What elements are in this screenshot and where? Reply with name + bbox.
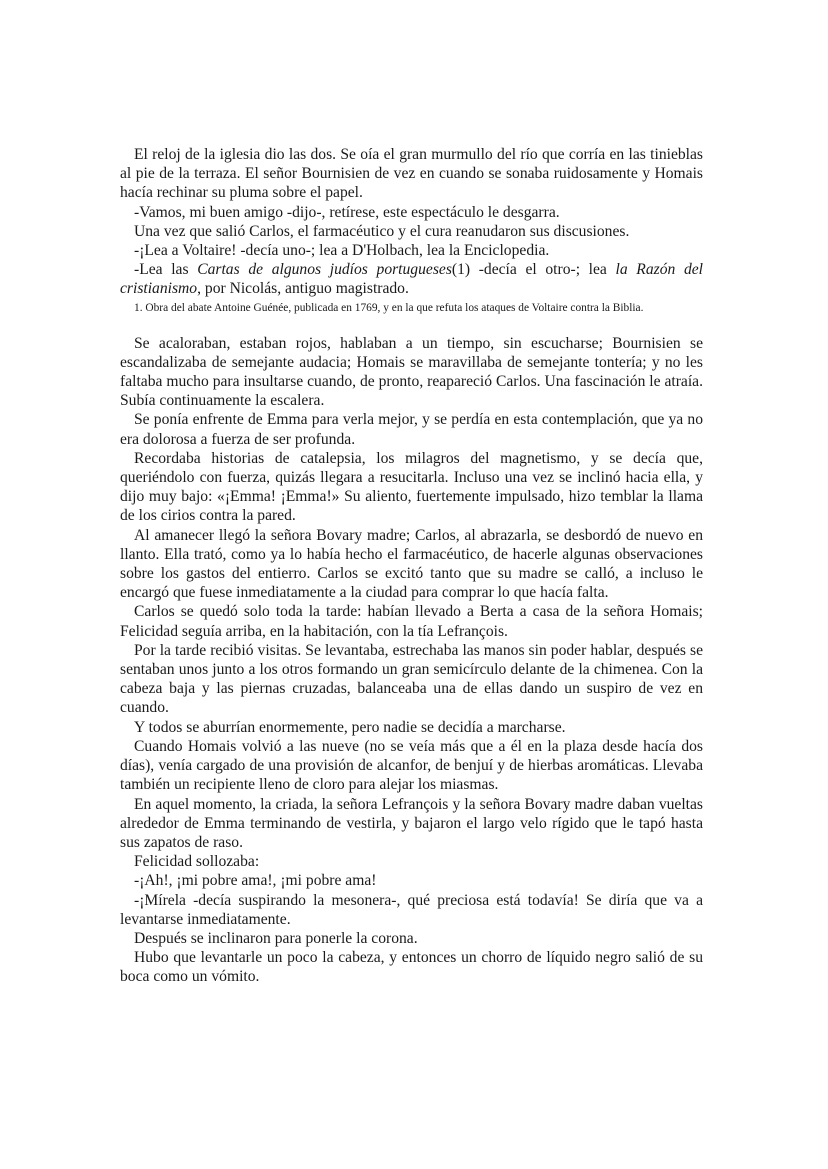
book-title: Cartas de algunos judíos portugueses xyxy=(197,261,452,279)
paragraph: Después se inclinaron para ponerle la corona. xyxy=(134,929,418,947)
paragraph: -¡Ah!, ¡mi pobre ama!, ¡mi pobre ama! xyxy=(134,872,377,890)
paragraph: Una vez que salió Carlos, el farmacéutico y el cura reanudaron sus discusiones. xyxy=(134,222,630,240)
paragraph: En aquel momento, la criada, la señora Lefrançois y la señora Bovary madre daban vueltas alrededor de Emma terminando de vestirla, y bajaron el largo velo rígido que le tapó hasta sus zapatos de raso. xyxy=(120,795,703,851)
paragraph: Por la tarde recibió visitas. Se levantaba, estrechaba las manos sin poder hablar, después se sentaban unos junto a los otros formando un gran semicírculo delante de la chimenea. Con la cabeza baja y las piernas cruzadas, balanceaba una de ellas dando un suspiro de vez en cuando. xyxy=(120,641,703,717)
paragraph: -Vamos, mi buen amigo -dijo-, retírese, este espectáculo le desgarra. xyxy=(134,203,560,221)
paragraph: Recordaba historias de catalepsia, los milagros del magnetismo, y se decía que, queriéndolo con fuerza, quizás llegara a resucitarla. Incluso una vez se inclinó hacia ella, y dijo muy bajo: «¡Emma! ¡Emma!» Su aliento, fuertemente impulsado, hizo temblar la llama de los cirios contra la pared. xyxy=(120,449,703,525)
text-run: , por Nicolás, antiguo magistrado. xyxy=(197,280,409,298)
text-run: -Lea las xyxy=(134,261,198,279)
paragraph: Y todos se aburrían enormemente, pero nadie se decidía a marcharse. xyxy=(134,718,566,736)
book-title: la Razón del cristianismo xyxy=(120,261,703,298)
paragraph: -¡Mírela -decía suspirando la mesonera-, qué preciosa está todavía! Se diría que va a levantarse inmediatamente. xyxy=(120,891,703,928)
paragraph: Felicidad sollozaba: xyxy=(134,853,260,871)
paragraph: Carlos se quedó solo toda la tarde: habían llevado a Berta a casa de la señora Homais; Felicidad seguía arriba, en la habitación, con la tía Lefrançois. xyxy=(120,603,703,640)
paragraph: Se ponía enfrente de Emma para verla mejor, y se perdía en esta contemplación, que ya no era dolorosa a fuerza de ser profunda. xyxy=(120,411,703,448)
paragraph: -¡Lea a Voltaire! -decía uno-; lea a D'Holbach, lea la Enciclopedia. xyxy=(134,242,550,260)
paragraph: El reloj de la iglesia dio las dos. Se oía el gran murmullo del río que corría en las tinieblas al pie de la terraza. El señor Bournisien de vez en cuando se sonaba ruidosamente y Homais hacía rechinar su pluma sobre el papel. xyxy=(120,146,703,202)
document-page xyxy=(120,145,703,987)
text-run: (1) -decía el otro-; lea xyxy=(451,261,616,279)
paragraph-with-citations xyxy=(120,260,703,298)
paragraph: Se acaloraban, estaban rojos, hablaban a un tiempo, sin escucharse; Bournisien se escandalizaba de semejante audacia; Homais se maravillaba de semejante tontería; y no les faltaba mucho para insultarse cuando, de pronto, reapareció Carlos. Una fascinación le atraía. Subía continuamente la escalera. xyxy=(120,334,703,410)
paragraph: Al amanecer llegó la señora Bovary madre; Carlos, al abrazarla, se desbordó de nuevo en llanto. Ella trató, como ya lo había hecho el farmacéutico, de hacerle algunas observaciones sobre los gastos del entierro. Carlos se excitó tanto que su madre se calló, a incluso le encargó que fuese inmediatamente a la ciudad para comprar lo que hacía falta. xyxy=(120,526,703,602)
paragraph: Hubo que levantarle un poco la cabeza, y entonces un chorro de líquido negro salió de su boca como un vómito. xyxy=(120,949,703,986)
paragraph: Cuando Homais volvió a las nueve (no se veía más que a él en la plaza desde hacía dos días), venía cargado de una provisión de alcanfor, de benjuí y de hierbas aromáticas. Llevaba también un recipiente lleno de cloro para alejar los miasmas. xyxy=(120,737,703,794)
footnote: 1. Obra del abate Antoine Guénée, publicada en 1769, y en la que refuta los ataques de Voltaire contra la Biblia. xyxy=(134,301,644,314)
